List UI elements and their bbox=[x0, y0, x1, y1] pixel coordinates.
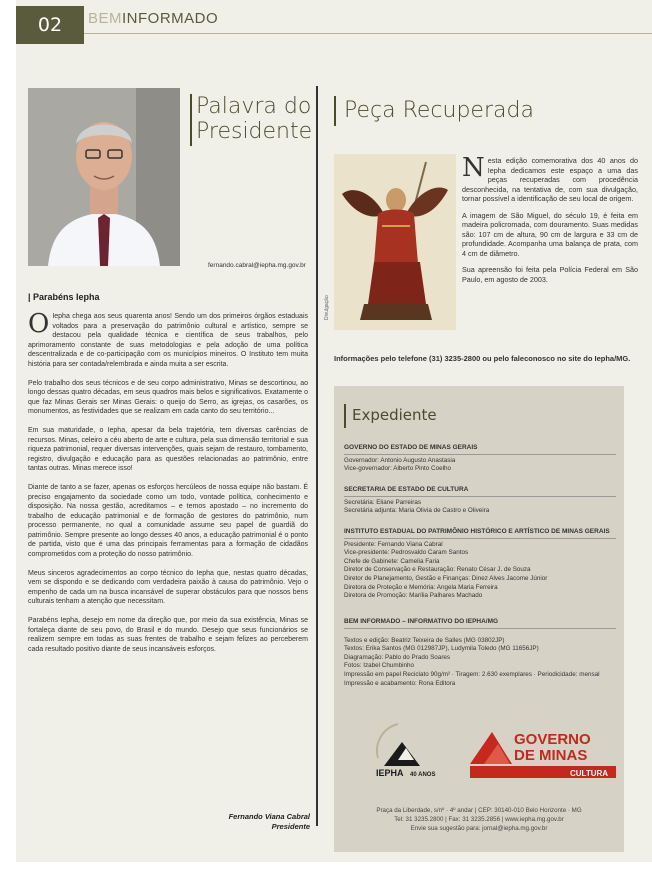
iepha-logo-text: IEPHA bbox=[376, 768, 404, 778]
recovered-paragraph-1 bbox=[462, 153, 638, 204]
recovered-piece-text bbox=[462, 153, 638, 291]
president-title-line1: Palavra do bbox=[196, 94, 312, 119]
brand-part-2: INFORMADO bbox=[122, 10, 219, 27]
conservation-director-line: Diretor de Conservação e Restauração: Renato César J. de Souza bbox=[344, 566, 531, 574]
iepha-block bbox=[344, 528, 616, 601]
promotion-director-line: Diretora de Promoção: Marília Palhares Machado bbox=[344, 592, 483, 600]
newsletter-block bbox=[344, 618, 616, 688]
secretary-line: Secretária: Eliane Parreiras bbox=[344, 498, 421, 506]
footer-phone: Tel: 31 3235.2800 | Fax: 31 3235.2856 | www.iepha.mg.gov.br bbox=[394, 816, 564, 823]
expediente-title: Expediente bbox=[352, 406, 437, 424]
president-line: Presidente: Fernando Viana Cabral bbox=[344, 540, 443, 548]
planning-director-line: Diretor de Planejamento, Gestão e Finanças: Dinez Alves Jacome Júnior bbox=[344, 574, 548, 582]
president-title-line2: Presidente bbox=[196, 119, 313, 144]
article-paragraph-1 bbox=[28, 309, 308, 370]
photo-credit: Divulgação bbox=[324, 295, 330, 320]
page-number: 02 bbox=[16, 6, 84, 44]
article-paragraph-2: Pelo trabalho dos seus técnicos e de seu corpo administrativo, Minas se descortinou, ao longo dessas quatro décadas, em seus quadros mais belos e significativos. Exatamente o que faz Minas Gerais ser Minas Gerais: o queijo do Serro, as igrejas, os casarões, os monumentos, as festividades que se realizam em cada canto do seu território... bbox=[28, 379, 308, 416]
vice-governor-line: Vice-governador: Alberto Pinto Coelho bbox=[344, 465, 451, 473]
header-rule bbox=[84, 33, 652, 34]
iepha-40-logo bbox=[376, 724, 435, 778]
drop-cap-o: O bbox=[28, 309, 50, 339]
newsletter-heading: BEM INFORMADO – INFORMATIVO DO IEPHA/MG bbox=[344, 618, 616, 629]
expediente-footer bbox=[334, 806, 624, 833]
photos-line: Fotos: Izabel Chumbinho bbox=[344, 662, 415, 670]
chief-of-staff-line: Chefe de Gabinete: Camelia Faria bbox=[344, 557, 440, 565]
signature-name: Fernando Viana Cabral bbox=[228, 812, 310, 821]
president-email: fernando.cabral@iepha.mg.gov.br bbox=[208, 262, 306, 269]
gov-block bbox=[344, 444, 616, 474]
recovered-piece-title: Peça Recuperada bbox=[344, 98, 534, 123]
gov-logo-line1: GOVERNO bbox=[514, 731, 591, 748]
signature-role: Presidente bbox=[271, 822, 310, 831]
gov-logo-line2: DE MINAS bbox=[514, 747, 588, 764]
footer-address: Praça da Liberdade, s/nº · 4º andar | CEP: 30140-010 Belo Horizonte · MG bbox=[376, 807, 582, 814]
iepha-logo-years: 40 ANOS bbox=[410, 772, 436, 778]
article-paragraph-4: Diante de tanto a se fazer, apenas os esforços hercúleos de nossa equipe não bastam. É preciso engajamento da sociedade como um todo, vontade política, conhecimento e disposição. Na nossa gestão, acreditamos – e temos apostado – no incremento do trabalho de educação patrimonial e de formação de gestores do patrimônio, num processo permanente, no qual a comunidade assume seu papel de guardiã do patrimônio. Sempre presente ao longo desses 40 anos, a educação patrimonial é o ponto de partida, visto que é uma das principais ferramentas para a formação de cidadãos comprometidos com a proteção do nosso patrimônio. bbox=[28, 483, 308, 559]
article-paragraph-1-text: Iepha chega aos seus quarenta anos! Sendo um dos primeiros órgãos estaduais voltados para a preservação do patrimônio cultural e artístico, sempre se destacou pela qualidade técnica e científica de seus trabalhos, pelo aprimoramento constante de suas metodologias e pela adoção de uma política descentralizada e de co-participação com os municípios mineiros. O Instituto tem muita história para ser contada/relembrada e ainda muita a ser escrita. bbox=[28, 313, 308, 368]
paper-line: Impressão em papel Reciclato 90g/m² · Tiragem: 2.630 exemplares · Periodicidade: mensal bbox=[344, 670, 600, 678]
editing-line: Textos e edição: Beatriz Teixeira de Salles (MG 03802JP) bbox=[344, 636, 505, 644]
contact-info: Informações pelo telefone (31) 3235-2800 ou pelo faleconosco no site do Iepha/MG. bbox=[334, 354, 631, 363]
title-accent-bar bbox=[190, 94, 192, 146]
recovered-paragraph-3: Sua apreensão foi feita pela Polícia Federal em São Paulo, em agosto de 2003. bbox=[462, 265, 638, 284]
gov-logo-line3: CULTURA bbox=[570, 769, 609, 778]
column-divider bbox=[316, 86, 318, 826]
governo-de-minas-logo bbox=[470, 731, 616, 778]
saint-michael-statue-photo bbox=[334, 154, 456, 330]
recovered-paragraph-1-text: esta edição comemorativa dos 40 anos do Iepha dedicamos este espaço a uma das peças recuperadas com procedência desconhecida, na tentativa de, com sua divulgação, tornar possível a identificação de seu local de origem. bbox=[462, 156, 638, 203]
expediente-box bbox=[334, 386, 624, 852]
layout-line: Diagramação: Pablo do Prado Soares bbox=[344, 653, 451, 661]
printing-line: Impressão e acabamento: Rona Editora bbox=[344, 679, 456, 687]
drop-cap-n: N bbox=[462, 153, 485, 183]
gov-heading: GOVERNO DO ESTADO DE MINAS GERAIS bbox=[344, 444, 616, 455]
logos-area bbox=[362, 718, 618, 780]
top-bar bbox=[16, 0, 652, 44]
texts-line: Textos: Erika Santos (MG 012987JP), Ludymila Toledo (MG 11656JP) bbox=[344, 645, 539, 653]
president-photo bbox=[28, 88, 180, 266]
section-heading: | Parabéns Iepha bbox=[28, 292, 100, 302]
culture-heading: SECRETARIA DE ESTADO DE CULTURA bbox=[344, 486, 616, 497]
footer-email: Envie sua sugestão para: jornal@iepha.mg.gov.br bbox=[410, 825, 548, 832]
expediente-accent-bar bbox=[344, 404, 346, 428]
right-title-accent-bar bbox=[334, 96, 336, 126]
publication-brand bbox=[88, 10, 218, 27]
recovered-paragraph-2: A imagem de São Miguel, do século 19, é feita em madeira policromada, com douramento. Suas medidas são: 107 cm de altura, 90 cm de largura e 33 cm de profundidade. Acompanha uma balança de prata, com 4 cm de diâmetro. bbox=[462, 210, 638, 258]
protection-director-line: Diretora de Proteção e Memória: Angela Maria Ferreira bbox=[344, 583, 498, 591]
brand-part-1: BEM bbox=[88, 10, 123, 27]
assistant-secretary-line: Secretária adjunta: Maria Olivia de Castro e Oliveira bbox=[344, 507, 490, 515]
article-paragraph-5: Meus sinceros agradecimentos ao corpo técnico do Iepha que, nestas quatro décadas, vem se dispondo e se dedicando com verdadeira paixão à causa do patrimônio. Vejo o empenho de cada um na busca incansável de superar obstáculos para que nossos bens culturais tenham a atenção que necessitam. bbox=[28, 569, 308, 606]
president-article bbox=[28, 309, 308, 663]
vice-president-line: Vice-presidente: Pedrosvaldo Caram Santos bbox=[344, 549, 469, 557]
culture-secretariat-block bbox=[344, 486, 616, 516]
governor-line: Governador: Antonio Augusto Anastasia bbox=[344, 456, 456, 464]
president-title bbox=[196, 94, 312, 144]
iepha-heading: INSTITUTO ESTADUAL DO PATRIMÔNIO HISTÓRICO E ARTÍSTICO DE MINAS GERAIS bbox=[344, 528, 616, 539]
signature bbox=[150, 812, 310, 832]
article-paragraph-3: Em sua maturidade, o Iepha, apesar da bela trajetória, tem diversas carências de recursos. Minas, celeiro a céu aberto de arte e cultura, pela sua dimensão territorial e sua riqueza patrimonial, requer diversas intervenções, quais sejam de restauro, tombamento, registro, divulgação e educação para as questões relacionadas ao patrimônio, entre tantas outras. Minas merece isso! bbox=[28, 426, 308, 473]
article-paragraph-6: Parabéns Iepha, desejo em nome da direção que, por meio da sua existência, Minas se fortaleça diante de seu povo, do Brasil e do mundo. Desejo que seus funcionários se realizem sempre em todas as suas frentes de trabalho e sejam felizes ao perceberem cada resultado positivo diante de seus incansáveis esforços. bbox=[28, 617, 308, 653]
